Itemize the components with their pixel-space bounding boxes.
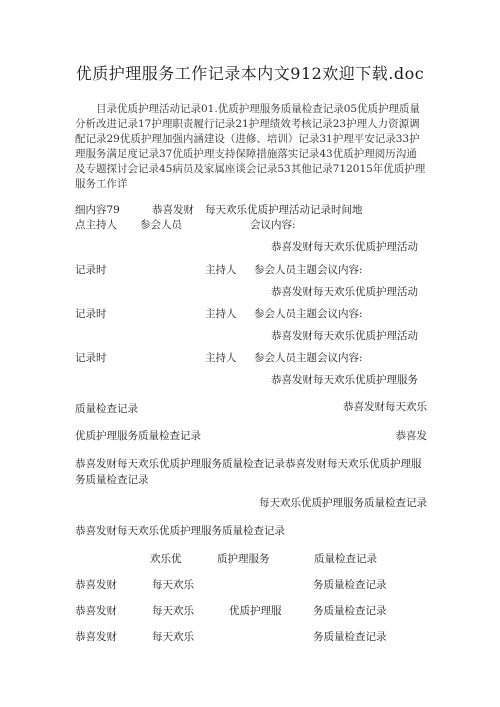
grid-cell: 务质量检查记录 — [313, 579, 387, 591]
grid-cell: 每天欢乐 — [152, 631, 194, 643]
header-cell-attendees: 参会人员 — [140, 219, 182, 231]
header-cell-activity: 每天欢乐优质护理活动记录时间地 — [205, 204, 363, 216]
record-activity-line: 恭喜发财每天欢乐优质护理活动 — [271, 286, 418, 298]
grid-cell: 恭喜发财 — [75, 605, 117, 617]
record-time-label: 记录时 — [75, 308, 107, 320]
grid-cell: 优质护理服 — [229, 605, 282, 617]
grid-header-cell: 质护理服务 — [217, 553, 270, 565]
header-cell-greeting: 恭喜发财 — [152, 204, 194, 216]
grid-cell: 务质量检查记录 — [313, 605, 387, 617]
table-of-contents: 目录优质护理活动记录01.优质护理服务质量检查记录05优质护理质量分析改进记录17护理职责履行记录21护理绩效考核记录23护理人力资源调配记录29优质护理加强内涵建设（进修、培训）记录31护理平安记录33护理服务满足度记录37优质护理支持保障措施落实记录43优质护理阅历沟通及专题探讨会记录45病员及家属座谈会记录53其他记录712015年优质护理服务工作详 — [75, 103, 426, 190]
header-cell-host: 点主持人 — [75, 219, 117, 231]
header-cell-meeting: 会议内容: — [250, 219, 296, 231]
quality-label-left: 质量检查记录 — [75, 403, 138, 415]
record-host-label: 主持人 — [205, 352, 237, 364]
grid-cell: 务质量检查记录 — [313, 631, 387, 643]
grid-cell: 每天欢乐 — [152, 605, 194, 617]
record-meeting-meta: 参会人员主题会议内容: — [254, 264, 363, 276]
grid-cell: 恭喜发财 — [75, 631, 117, 643]
line-left-quality: 恭喜发财每天欢乐优质护理服务质量检查记录 — [75, 525, 285, 537]
record-time-label: 记录时 — [75, 352, 107, 364]
line-right-quality: 每天欢乐优质护理服务质量检查记录 — [259, 497, 427, 509]
record-activity-line: 恭喜发财每天欢乐优质护理活动 — [271, 330, 418, 342]
record-meeting-meta: 参会人员主题会议内容: — [254, 352, 363, 364]
grid-header-cell: 质量检查记录 — [314, 553, 377, 565]
service-label-left: 优质护理服务质量检查记录 — [75, 430, 201, 442]
grid-cell: 每天欢乐 — [152, 579, 194, 591]
record-time-label: 记录时 — [75, 264, 107, 276]
document-title: 优质护理服务工作记录本内文912欢迎下载.doc — [75, 64, 425, 83]
record-meeting-meta: 参会人员主题会议内容: — [254, 308, 363, 320]
service-line: 恭喜发财每天欢乐优质护理服务 — [271, 374, 418, 386]
record-host-label: 主持人 — [205, 264, 237, 276]
quality-label-right: 恭喜发财每天欢乐 — [343, 401, 427, 413]
header-cell-content: 细内容79 — [75, 204, 120, 216]
service-label-right: 恭喜发 — [395, 430, 427, 442]
record-host-label: 主持人 — [205, 308, 237, 320]
record-activity-line: 恭喜发财每天欢乐优质护理活动 — [271, 241, 418, 253]
paragraph-quality-records: 恭喜发财每天欢乐优质护理服务质量检查记录恭喜发财每天欢乐优质护理服务质量检查记录 — [75, 458, 422, 486]
grid-header-cell: 欢乐优 — [150, 553, 182, 565]
grid-cell: 恭喜发财 — [75, 579, 117, 591]
